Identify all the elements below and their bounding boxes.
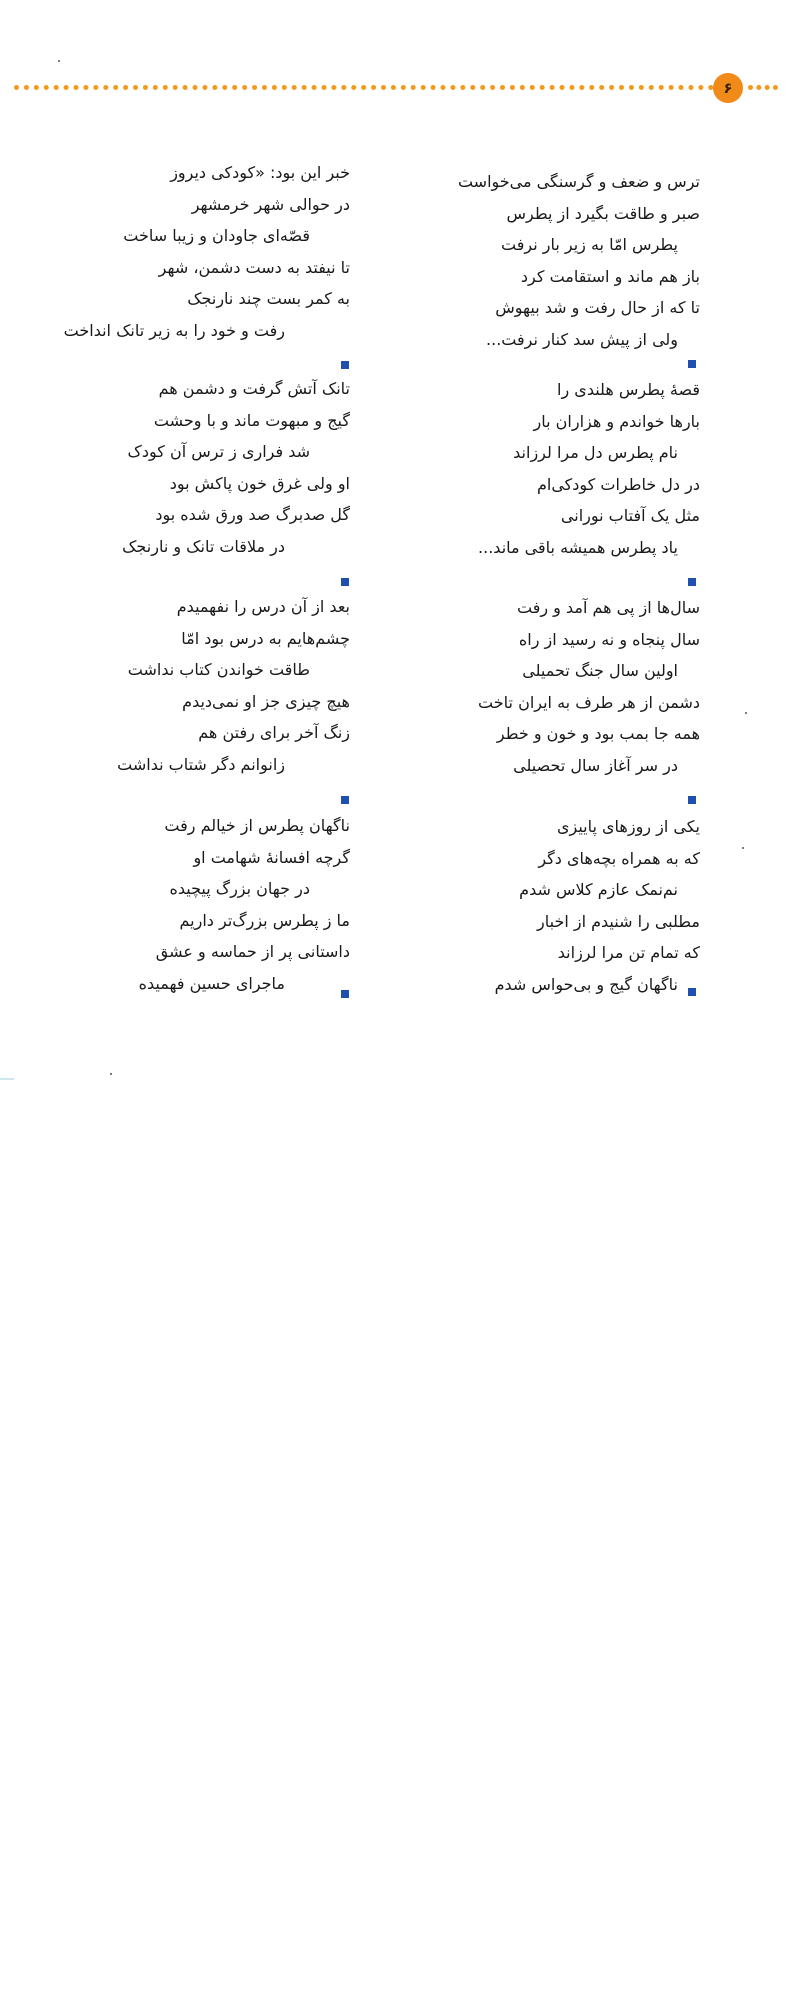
poem-stanza — [400, 811, 700, 1001]
poem-line: در دل خاطرات کودکی‌ام — [536, 474, 700, 494]
poem-stanza — [50, 810, 350, 1000]
poem-line: داستانی پر از حماسه و عشق — [155, 942, 350, 962]
poem-stanza — [400, 592, 700, 782]
poem-line: ناگهان پطرس از خیالم رفت — [164, 816, 350, 835]
stanza-end-bullet — [341, 990, 349, 998]
poem-line: گل صدبرگ صد ورق شده بود — [155, 505, 350, 525]
poem-line: بارها خواندم و هزاران بار — [533, 411, 700, 431]
poem-line: ماجرای حسین فهمیده — [138, 973, 285, 993]
page-number: ۶ — [723, 78, 733, 97]
stanza-separator-bullet — [341, 361, 349, 369]
poem-line: دشمن از هر طرف به ایران تاخت — [478, 692, 700, 712]
poem-line: رفت و خود را به زیر تانک انداخت — [63, 320, 285, 340]
poem-line: سال پنجاه و نه رسید از راه — [518, 629, 700, 649]
poem-line: نم‌نمک عازم کلاس شدم — [519, 880, 678, 900]
poem-line: مطلبی را شنیدم از اخبار — [537, 911, 700, 931]
poem-line: تا که از حال رفت و شد بیهوش — [495, 298, 700, 318]
poem-line: در حوالی شهر خرمشهر — [191, 194, 350, 214]
poem-line: گرچه افسانهٔ شهامت او — [193, 847, 350, 867]
poem-line: در ملاقات تانک و نارنجک — [122, 536, 285, 556]
poem-line: شد فراری ز ترس آن کودک — [127, 442, 310, 462]
poem-line: گیج و مبهوت ماند و با وحشت — [153, 410, 350, 430]
poem-line: که به همراه بچه‌های دگر — [538, 848, 700, 868]
stanza-separator-bullet — [341, 796, 349, 804]
poem-line: صبر و طاقت بگیرد از پطرس — [506, 203, 700, 223]
poem-line: سال‌ها از پی هم آمد و رفت — [516, 598, 700, 617]
poem-line: یکی از روزهای پاییزی — [556, 817, 700, 836]
poem-line: بعد از آن درس را نفهمیدم — [176, 597, 350, 616]
poem-line: نام پطرس دل مرا لرزاند — [513, 443, 678, 463]
stanza-separator-bullet — [688, 578, 696, 586]
poem-line: هیچ چیزی جز او نمی‌دیدم — [182, 691, 350, 711]
poem-line: طاقت خواندن کتاب نداشت — [127, 660, 310, 680]
poem-line: در سر آغاز سال تحصیلی — [513, 755, 678, 775]
poem-stanza — [50, 591, 350, 781]
margin-mark — [0, 1078, 14, 1080]
poem-line: ما ز پطرس بزرگ‌تر داریم — [179, 910, 350, 930]
poem-line: او ولی غرق خون پاکش بود — [169, 473, 350, 493]
poem-stanza — [400, 374, 700, 564]
poem-line: پطرس امّا به زیر بار نرفت — [501, 235, 678, 255]
poem-line: زنگ آخر برای رفتن هم — [198, 723, 350, 743]
scan-speck — [745, 712, 747, 714]
page-number-badge — [713, 73, 743, 103]
poem-line: قصّه‌ای جاودان و زیبا ساخت — [123, 226, 310, 246]
poem-line: در جهان بزرگ پیچیده — [169, 879, 310, 899]
poem-line: همه جا بمب بود و خون و خطر — [496, 724, 700, 744]
poem-line: باز هم ماند و استقامت کرد — [520, 266, 700, 286]
stanza-separator-bullet — [341, 578, 349, 586]
header-dotted-rule — [14, 85, 714, 90]
stanza-separator-bullet — [688, 360, 696, 368]
poem-line: ناگهان گیج و بی‌حواس شدم — [494, 974, 678, 994]
poem-line: یاد پطرس همیشه باقی ماند... — [478, 537, 678, 557]
poem-stanza — [50, 373, 350, 563]
poem-stanza — [50, 157, 350, 347]
scan-speck — [110, 1073, 112, 1075]
scan-speck — [58, 60, 60, 62]
poem-line: ولی از پیش سد کنار نرفت... — [486, 329, 678, 349]
stanza-end-bullet — [688, 988, 696, 996]
stanza-separator-bullet — [688, 796, 696, 804]
poem-line: تا نیفتد به دست دشمن، شهر — [158, 257, 350, 277]
poem-line: تانک آتش گرفت و دشمن هم — [158, 379, 350, 398]
poem-line: چشم‌هایم به درس بود امّا — [181, 628, 350, 648]
scan-speck — [742, 847, 744, 849]
poem-line: مثل یک آفتاب نورانی — [560, 506, 700, 526]
poem-stanza — [400, 166, 700, 356]
poem-line: خبر این بود: «کودکی دیروز — [170, 163, 350, 182]
poem-line: زانوانم دگر شتاب نداشت — [117, 754, 285, 774]
poem-line: ترس و ضعف و گرسنگی می‌خواست — [457, 172, 700, 191]
poem-line: به کمر بست چند نارنجک — [187, 289, 350, 309]
poem-line: اولین سال جنگ تحمیلی — [522, 661, 678, 681]
poem-line: که تمام تن مرا لرزاند — [557, 943, 700, 963]
poem-line: قصهٔ پطرس هلندی را — [557, 380, 700, 399]
header-dotted-rule-end — [748, 85, 778, 90]
